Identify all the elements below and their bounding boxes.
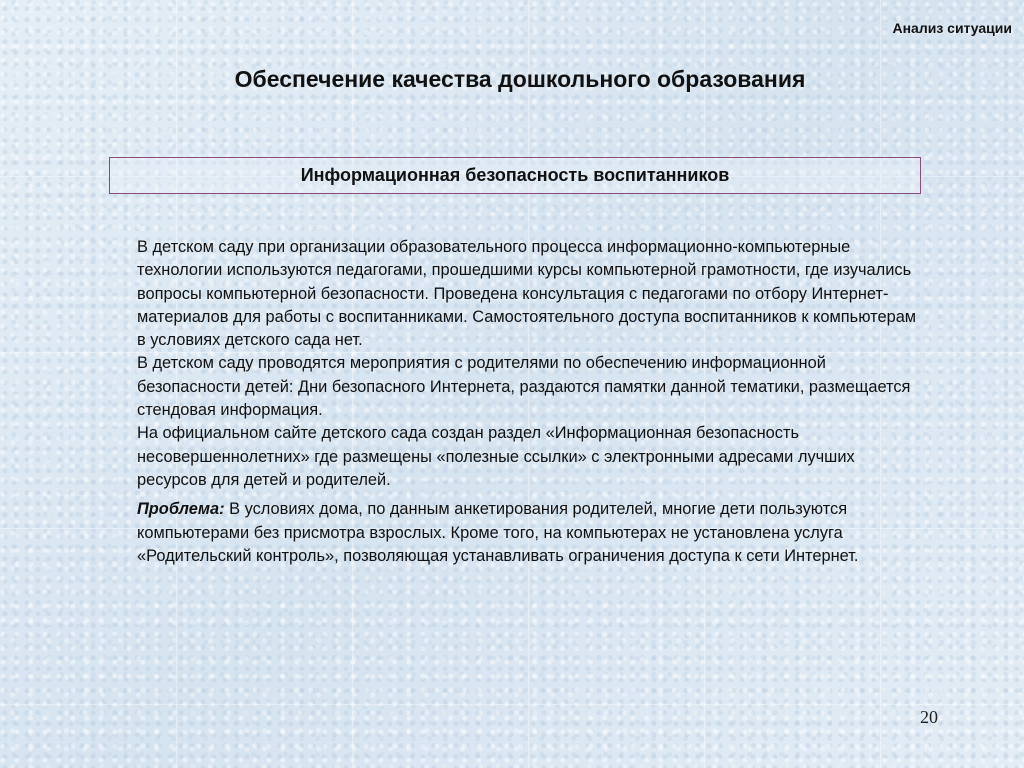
section-label: Анализ ситуации (892, 20, 1012, 36)
subtitle-box (109, 157, 921, 194)
body-text (137, 236, 917, 568)
page-number: 20 (920, 707, 938, 727)
problem-label: Проблема: (137, 500, 225, 519)
subtitle-text: Информационная безопасность воспитанников (300, 165, 730, 185)
slide-title: Обеспечение качества дошкольного образования (234, 66, 806, 92)
paragraph: В детском саду при организации образовательного процесса информационно-компьютерные технологии используются педагогами, прошедшими курсы компьютерной грамотности, где изучались вопросы компьютерной безопасности. Проведена консультация с педагогами по отбору Интернет- материалов для работы с воспитанниками. Самостоятельного доступа воспитанников к компьютерам в условиях детского сада нет. (137, 238, 917, 350)
problem-paragraph (137, 498, 917, 568)
paragraph: На официальном сайте детского сада создан раздел «Информационная безопасность несовершеннолетних» где размещены «полезные ссылки» с электронными адресами лучших ресурсов для детей и родителей. (137, 424, 855, 489)
problem-text: В условиях дома, по данным анкетирования родителей, многие дети пользуются компьютерами без присмотра взрослых. Кроме того, на компьютерах не установлена услуга «Родительский контроль», позволяющая устанавливать ограничения доступа к сети Интернет. (137, 500, 859, 565)
background-tile-line (0, 704, 1024, 705)
paragraph: В детском саду проводятся мероприятия с родителями по обеспечению информационной безопасности детей: Дни безопасного Интернета, раздаются памятки данной тематики, размещается стендовая информация. (137, 354, 911, 420)
